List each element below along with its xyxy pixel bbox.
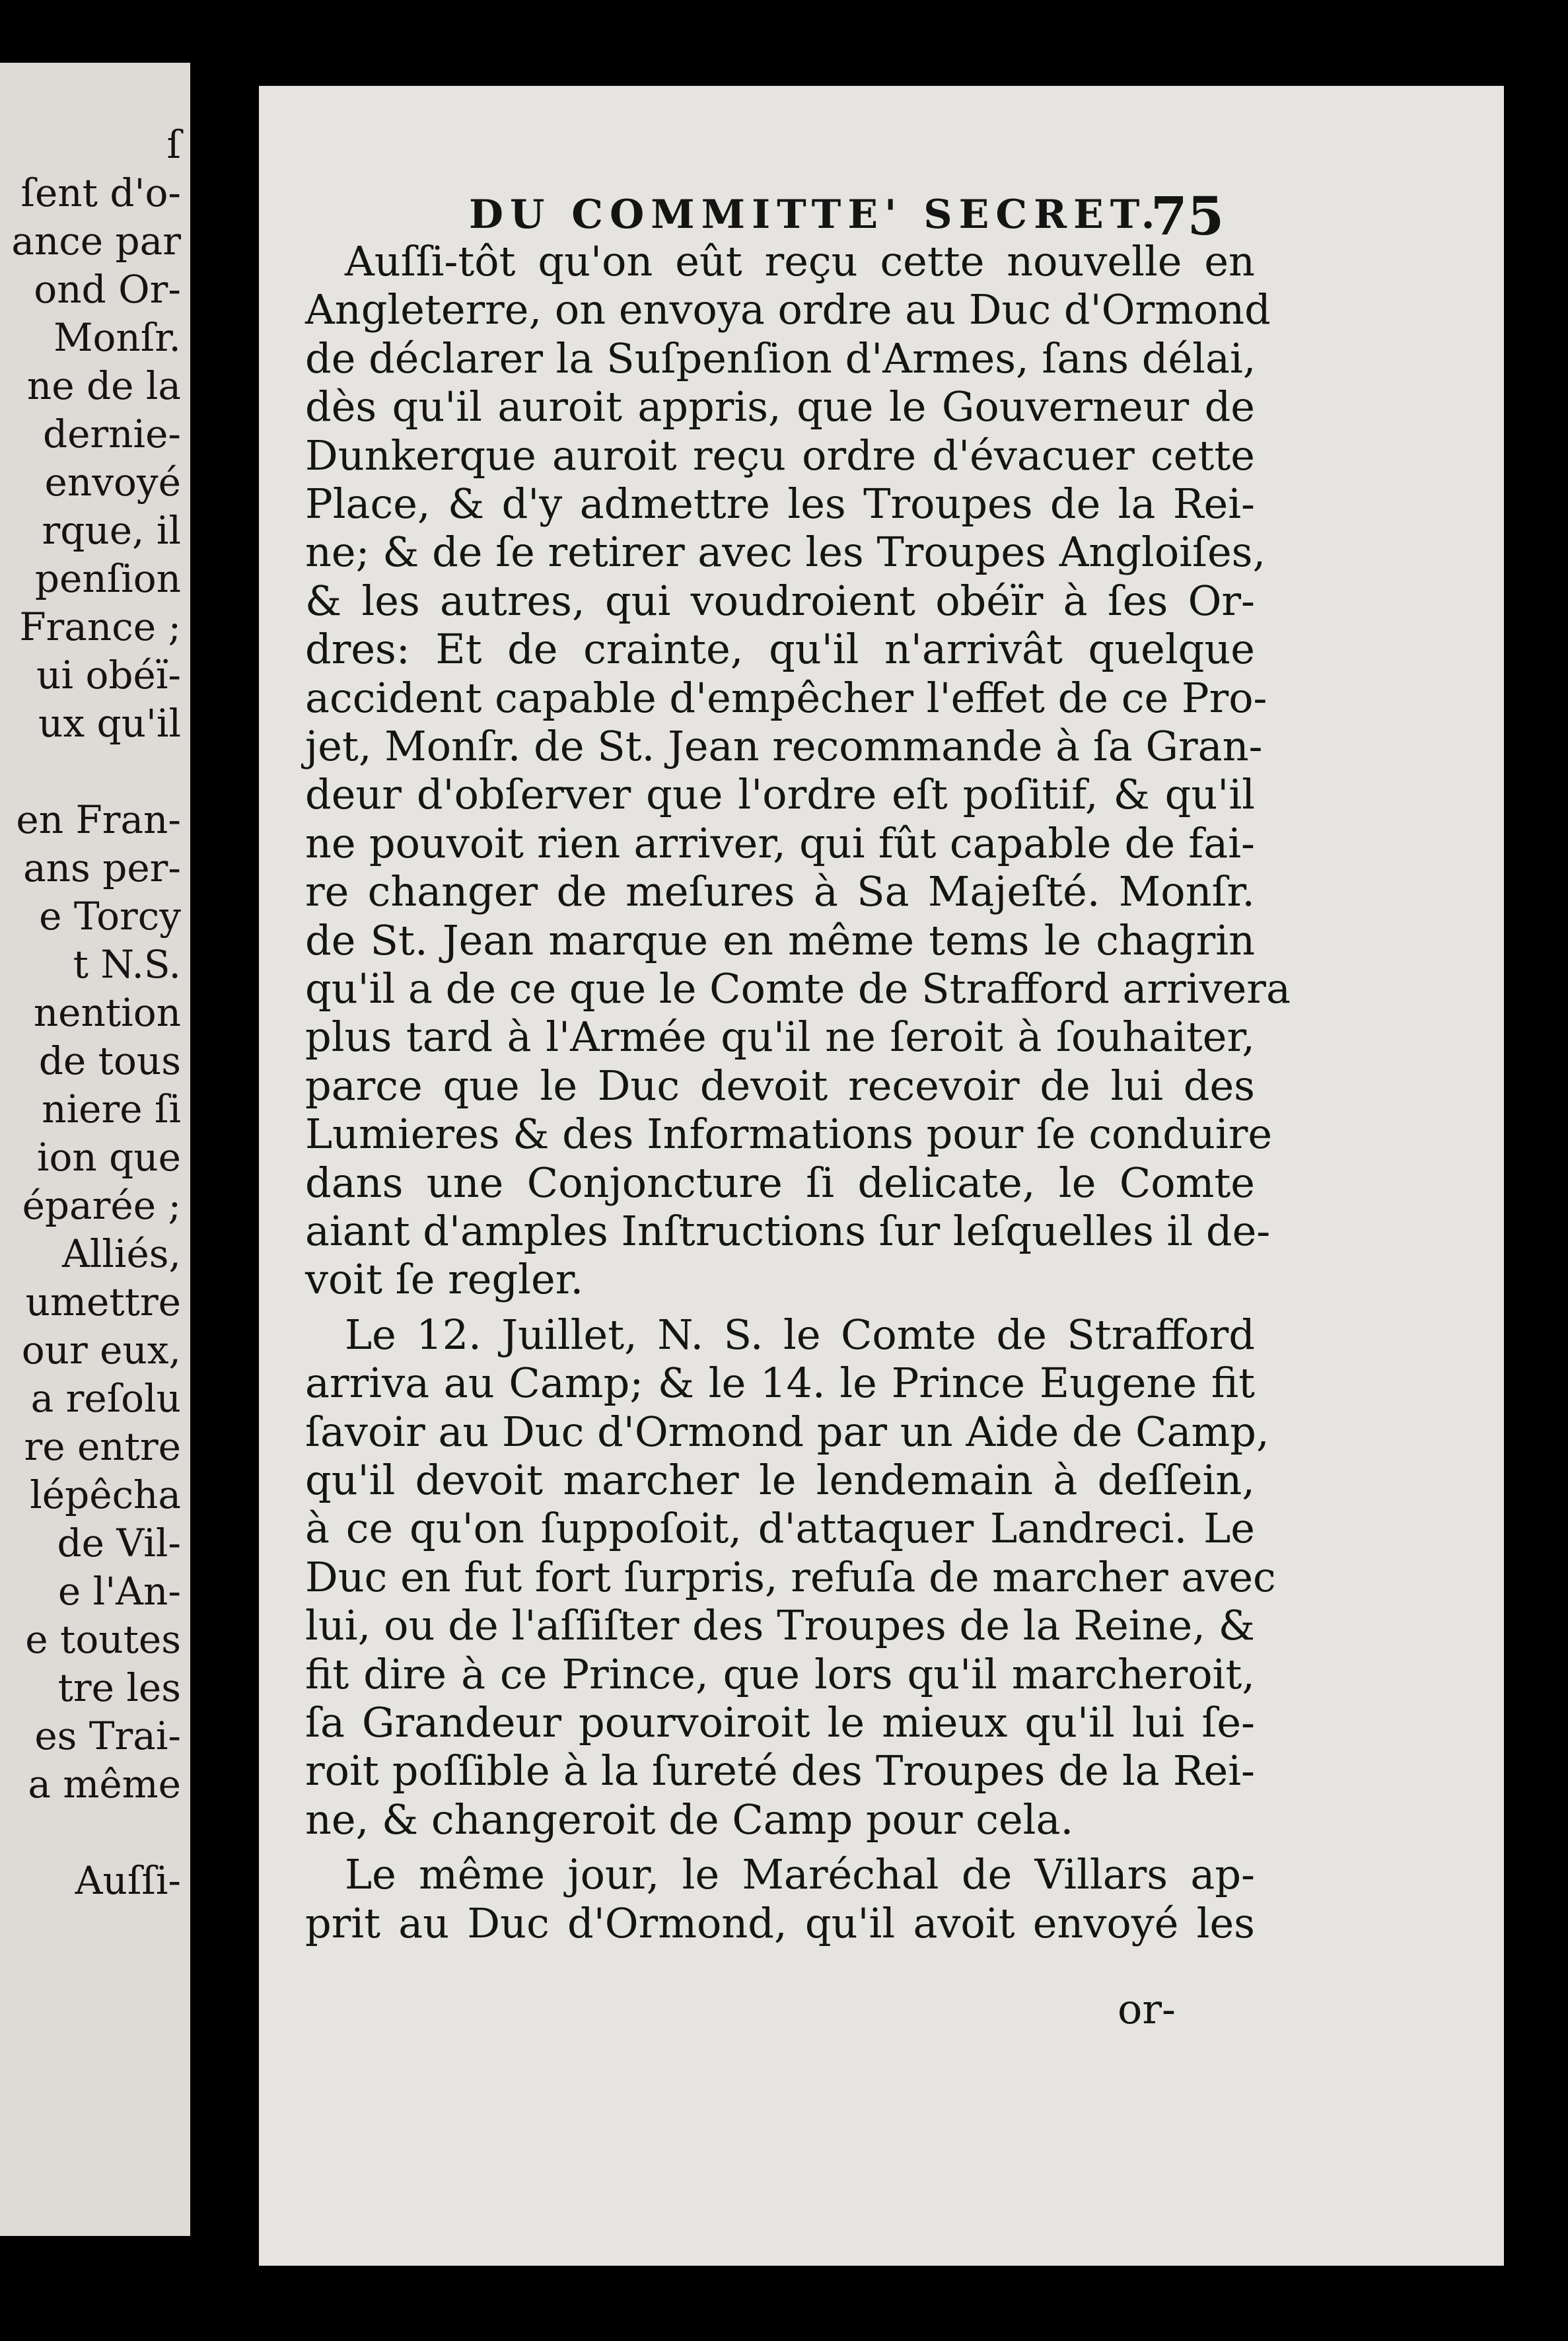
text-line: jet, Monſr. de St. Jean recommande à ſa Gran-	[305, 722, 1263, 770]
left-page-line: de tous	[38, 1038, 181, 1083]
left-page-line: es Trai-	[34, 1713, 181, 1758]
page-number: 75	[1151, 185, 1225, 247]
text-line: Lumieres & des Informations pour ſe conduire	[305, 1110, 1273, 1158]
left-page-line: France ;	[19, 604, 181, 649]
gutter-shadow	[190, 0, 263, 2341]
left-page-line: nention	[33, 990, 181, 1035]
facing-page-fragment	[0, 63, 190, 2236]
left-page-line: Monſr.	[53, 315, 181, 360]
text-line: Place, & d'y admettre les Troupes de la Rei-	[305, 480, 1255, 528]
left-page-line: envoyé	[44, 460, 181, 505]
left-page-line: a reſolu	[30, 1376, 181, 1421]
left-page-line: éparée ;	[22, 1183, 181, 1228]
left-page-line: ans per-	[23, 846, 181, 890]
text-line: & les autres, qui voudroient obéïr à ſes Or-	[305, 577, 1255, 625]
left-page-line: ne de la	[26, 363, 181, 408]
text-line: aiant d'amples Inſtructions ſur leſquelles il de-	[305, 1207, 1271, 1255]
text-line: Auſſi-tôt qu'on eût reçu cette nouvelle en	[345, 237, 1255, 285]
left-page-line: ſent d'o-	[20, 170, 181, 215]
text-line: ne; & de ſe retirer avec les Troupes Angloiſes,	[305, 528, 1266, 576]
running-head: DU COMMITTE' SECRET.	[469, 192, 1162, 238]
left-page-line: ux qu'il	[38, 701, 181, 746]
left-page-line: ui obéï-	[36, 653, 181, 698]
text-line: ſa Grandeur pourvoiroit le mieux qu'il lui ſe-	[305, 1698, 1255, 1747]
text-line: roit poſſible à la ſureté des Troupes de la Rei-	[305, 1747, 1255, 1795]
left-page-line: rque, il	[42, 508, 181, 553]
left-page-line: ond Or-	[34, 267, 181, 312]
text-line: Le 12. Juillet, N. S. le Comte de Strafford	[345, 1311, 1255, 1359]
text-line: de déclarer la Suſpenſion d'Armes, ſans délai,	[305, 334, 1256, 382]
text-line: qu'il devoit marcher le lendemain à deſſein,	[305, 1456, 1255, 1504]
text-line: dès qu'il auroit appris, que le Gouverneur de	[305, 382, 1255, 431]
text-line: Duc en fut fort ſurpris, refuſa de marcher avec	[305, 1553, 1276, 1601]
left-page-line: e toutes	[25, 1617, 181, 1662]
left-page-line: penſion	[34, 556, 181, 601]
left-page-line: Auſſi-	[75, 1858, 181, 1903]
text-line: ne, & changeroit de Camp pour cela.	[305, 1795, 1074, 1844]
book-page	[259, 86, 1504, 2266]
left-page-line: dernie-	[42, 412, 181, 456]
text-line: parce que le Duc devoit recevoir de lui des	[305, 1062, 1255, 1110]
left-page-line: en Fran-	[16, 797, 181, 842]
left-page-line: niere ſi	[42, 1087, 181, 1132]
left-page-line: our eux,	[21, 1328, 181, 1373]
text-line: plus tard à l'Armée qu'il ne ſeroit à ſouhaiter,	[305, 1013, 1255, 1061]
text-line: qu'il a de ce que le Comte de Strafford arrivera	[305, 964, 1291, 1013]
left-page-line: e l'An-	[57, 1569, 181, 1614]
text-line: prit au Duc d'Ormond, qu'il avoit envoyé les	[305, 1899, 1255, 1947]
left-page-line: ſ	[166, 122, 181, 167]
left-page-line: t N.S.	[73, 942, 181, 987]
left-page-line: de Vil-	[57, 1521, 181, 1566]
left-page-line: e Torcy	[39, 894, 181, 939]
text-line: voit ſe regler.	[305, 1255, 584, 1303]
text-line: lui, ou de l'aſſiſter des Troupes de la Reine, &	[305, 1601, 1255, 1649]
text-line: deur d'obſerver que l'ordre eſt poſitif, & qu'il	[305, 770, 1255, 818]
catchword: or-	[1118, 1985, 1176, 2033]
left-page-line: tre les	[57, 1665, 181, 1710]
text-line: re changer de meſures à Sa Majeſté. Monſr.	[305, 867, 1255, 916]
text-line: Le même jour, le Maréchal de Villars ap-	[345, 1850, 1255, 1898]
text-line: à ce qu'on ſuppoſoit, d'attaquer Landreci. Le	[305, 1504, 1255, 1552]
left-page-line: a même	[28, 1762, 181, 1807]
text-line: fit dire à ce Prince, que lors qu'il marcheroit,	[305, 1650, 1255, 1698]
text-line: de St. Jean marque en même tems le chagrin	[305, 916, 1255, 964]
text-line: dres: Et de crainte, qu'il n'arrivât quelque	[305, 625, 1255, 673]
left-page-line: lépêcha	[30, 1472, 181, 1517]
text-line: arriva au Camp; & le 14. le Prince Eugene fit	[305, 1359, 1255, 1407]
left-page-line: ion que	[36, 1135, 181, 1180]
left-page-line: Alliés,	[61, 1231, 181, 1276]
text-line: dans une Conjoncture ſi delicate, le Comte	[305, 1159, 1255, 1207]
text-line: Angleterre, on envoya ordre au Duc d'Ormond	[305, 285, 1271, 334]
text-line: ſavoir au Duc d'Ormond par un Aide de Camp,	[305, 1408, 1269, 1456]
left-page-line: ance par	[11, 219, 181, 264]
text-line: ne pouvoit rien arriver, qui fût capable de fai-	[305, 819, 1255, 867]
text-line: accident capable d'empêcher l'effet de ce Pro-	[305, 674, 1267, 722]
left-page-line: umettre	[25, 1279, 181, 1324]
text-line: Dunkerque auroit reçu ordre d'évacuer cette	[305, 431, 1255, 480]
left-page-line: re entre	[24, 1424, 181, 1469]
